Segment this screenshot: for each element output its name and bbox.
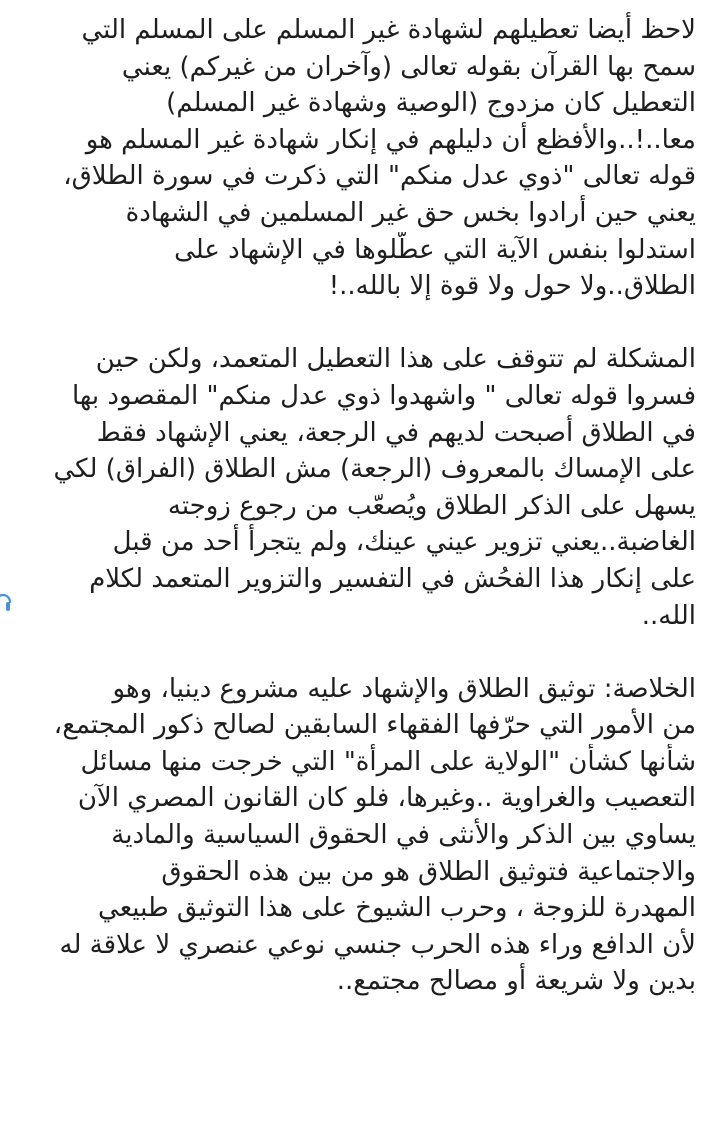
text-line: يسهل على الذكر الطلاق ويُصعّب من رجوع زوجته — [167, 490, 696, 521]
text-line: المهدرة للزوجة ، وحرب الشيوخ على هذا التوثيق طبيعي — [98, 893, 696, 924]
article-body — [28, 12, 696, 1000]
text-line: قوله تعالى "ذوي عدل منكم" التي ذكرت في سورة الطلاق، — [63, 161, 696, 192]
text-line: فسروا قوله تعالى " واشهدوا ذوي عدل منكم" المقصود بها — [71, 380, 696, 411]
text-line: الطلاق..ولا حول ولا قوة إلا بالله..! — [328, 271, 696, 302]
text-line: بدين ولا شريعة أو مصالح مجتمع.. — [336, 966, 696, 997]
text-line: المشكلة لم تتوقف على هذا التعطيل المتعمد، ولكن حين — [95, 344, 696, 375]
text-line: من الأمور التي حرّفها الفقهاء السابقين لصالح ذكور المجتمع، — [53, 710, 696, 741]
text-line: والاجتماعية فتوثيق الطلاق هو من بين هذه الحقوق — [161, 856, 696, 887]
text-line: التعصيب والغراوية ..وغيرها، فلو كان القانون المصري الآن — [77, 783, 696, 814]
text-line: معا..!..والأفظع أن دليلهم في إنكار شهادة غير المسلم هو — [85, 124, 696, 155]
text-line: في الطلاق أصبحت لديهم في الرجعة، يعني الإشهاد فقط — [96, 417, 696, 448]
text-line: الغاضبة..يعني تزوير عيني عينك، ولم يتجرأ أحد من قبل — [112, 527, 696, 558]
text-line: يعني حين أرادوا بخس حق غير المسلمين في الشهادة — [125, 197, 696, 228]
text-line: لأن الدافع وراء هذه الحرب جنسي نوعي عنصري لا علاقة له — [59, 929, 696, 960]
paragraph — [28, 12, 696, 305]
headphones-icon[interactable] — [0, 580, 12, 620]
text-line: يساوي بين الذكر والأنثى في الحقوق السياسية والمادية — [111, 820, 696, 851]
text-line: على إنكار هذا الفحُش في التفسير والتزوير المتعمد لكلام — [89, 563, 696, 594]
text-line: الله.. — [641, 600, 696, 631]
text-line: على الإمساك بالمعروف (الرجعة) مش الطلاق (الفراق) لكي — [53, 454, 696, 485]
text-line: التعطيل كان مزدوج (الوصية وشهادة غير المسلم) — [166, 88, 696, 119]
text-line: الخلاصة: توثيق الطلاق والإشهاد عليه مشروع دينيا، وهو — [112, 673, 696, 704]
text-line: شأنها كشأن "الولاية على المرأة" التي خرجت منها مسائل — [80, 746, 696, 777]
text-line: استدلوا بنفس الآية التي عطّلوها في الإشهاد على — [174, 234, 696, 265]
paragraph — [28, 341, 696, 634]
paragraph — [28, 671, 696, 1000]
text-line: لاحظ أيضا تعطيلهم لشهادة غير المسلم على المسلم التي — [81, 15, 696, 45]
text-line: سمح بها القرآن بقوله تعالى (وآخران من غيركم) يعني — [121, 51, 696, 82]
